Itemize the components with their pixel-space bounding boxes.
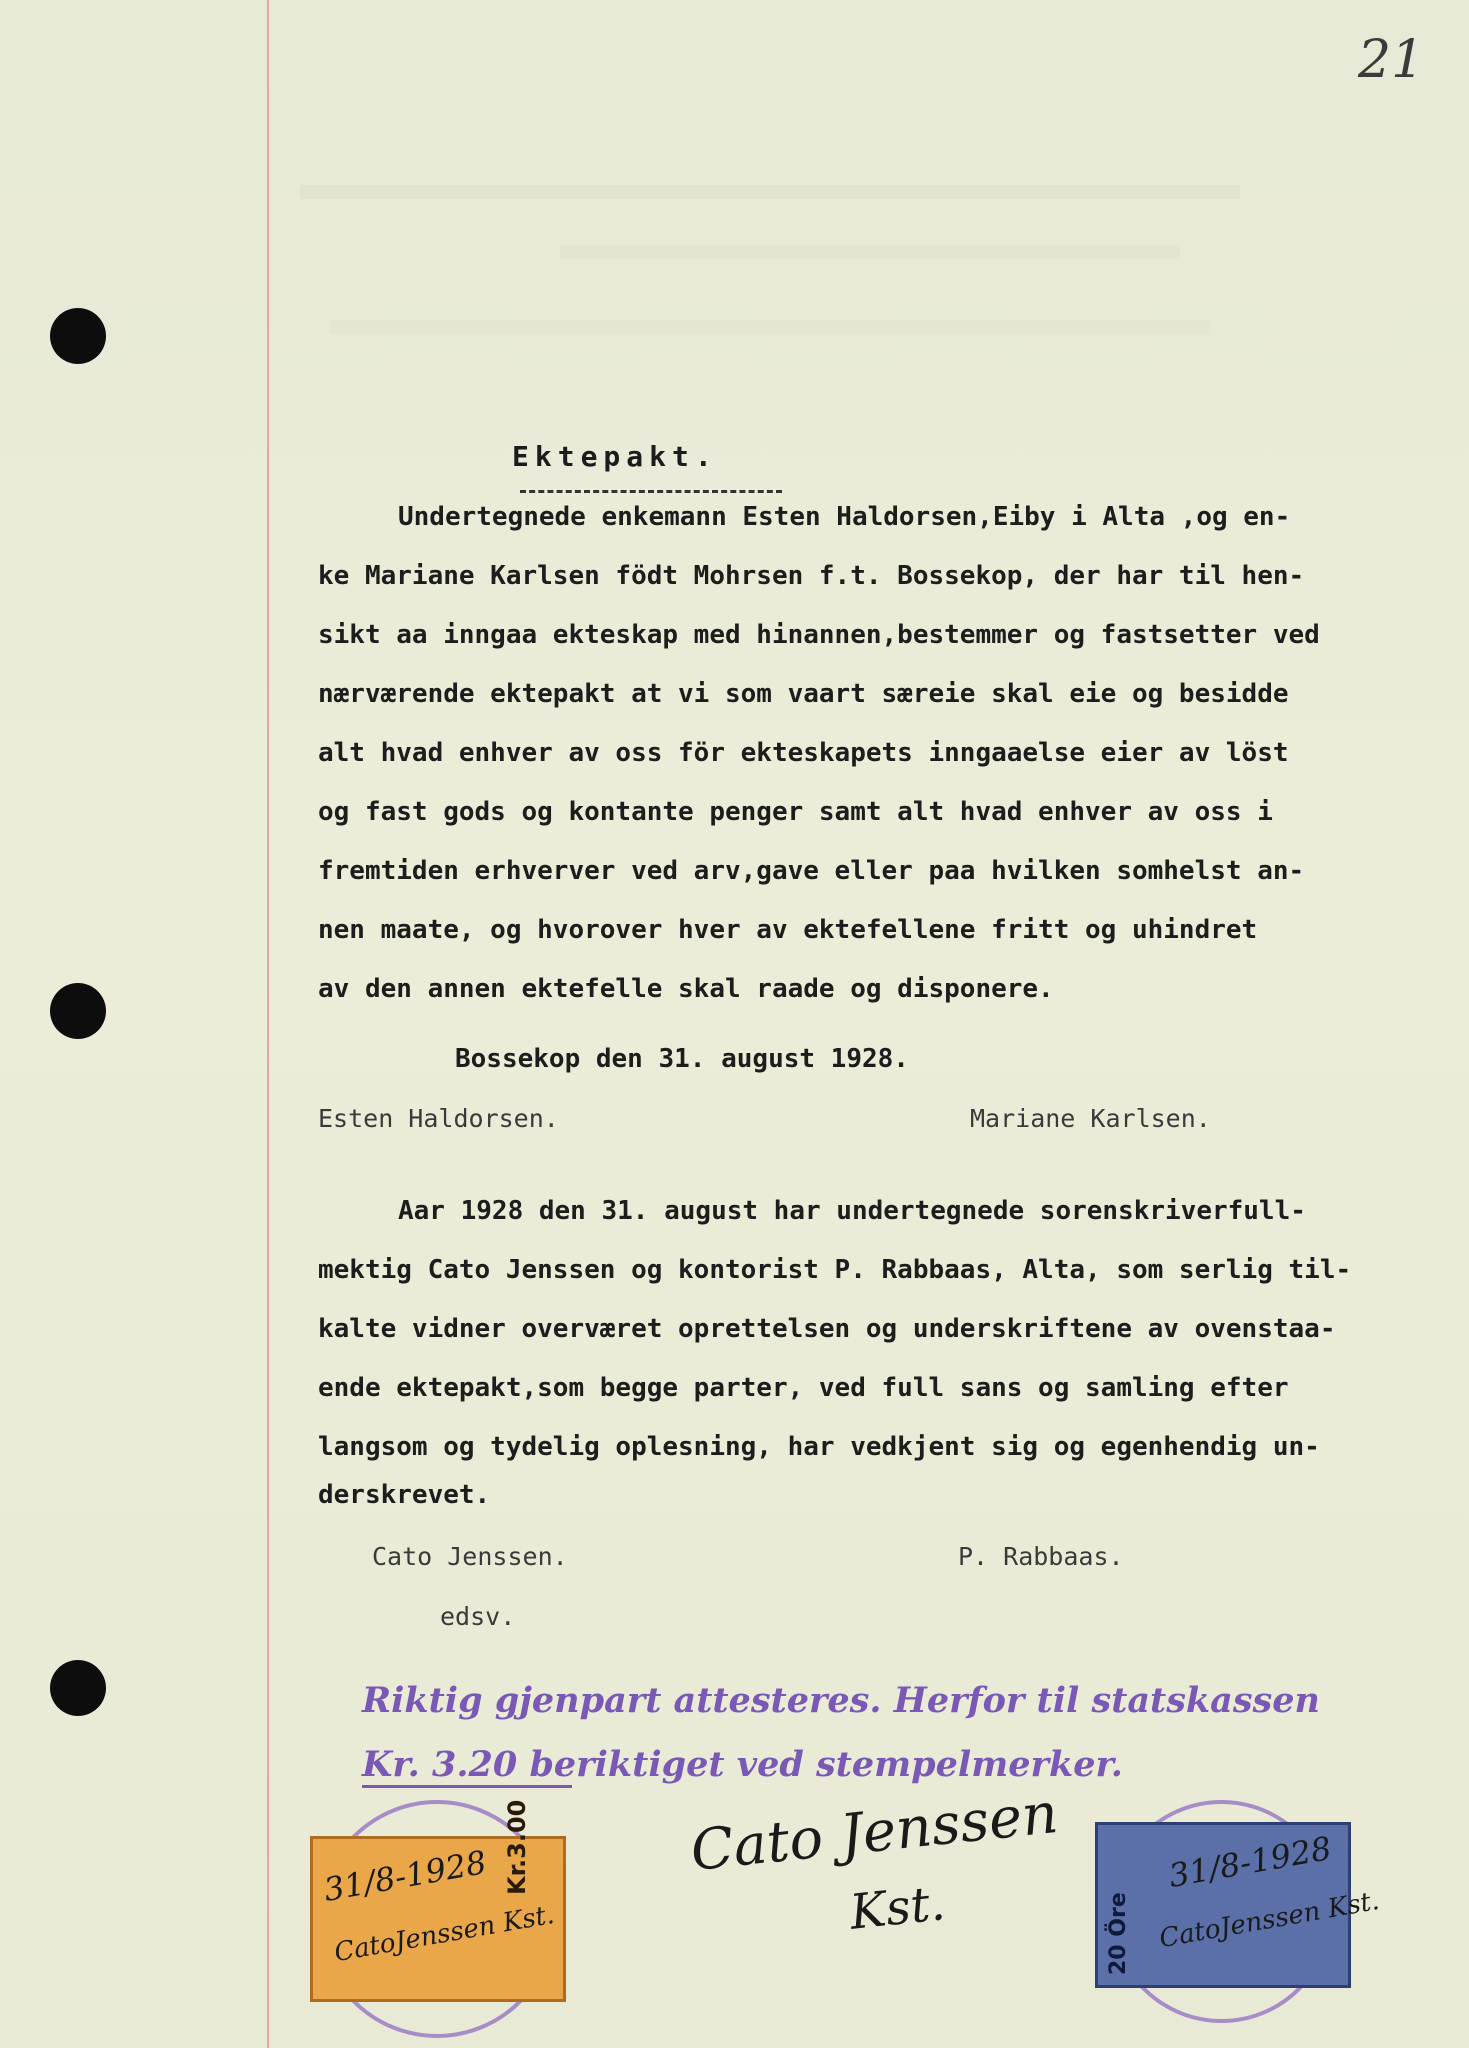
paragraph-1-line: nen maate, og hvorover hver av ektefellene fritt og uhindret [318,915,1258,945]
paragraph-2-line: Aar 1928 den 31. august har undertegnede sorenskriverfull- [398,1196,1306,1226]
show-through-band [560,245,1180,259]
revenue-stamp-date: 31/8-1928 [1165,1829,1335,1895]
revenue-stamp-initials: CatoJenssen Kst. [332,1899,557,1969]
handwritten-signature: Cato Jenssen [687,1780,1061,1885]
paragraph-1-line: sikt aa inngaa ekteskap med hinannen,bestemmer og fastsetter ved [318,620,1320,650]
handwritten-signature-title: Kst. [847,1875,948,1941]
revenue-stamp-orange [310,1799,566,2002]
paragraph-2-line: kalte vidner overværet oprettelsen og underskriftene av ovenstaa- [318,1314,1336,1344]
paragraph-1-line: og fast gods og kontante penger samt alt hvad enhver av oss i [318,797,1273,827]
punch-hole-bottom [50,1660,106,1716]
punch-hole-top [50,308,106,364]
place-date: Bossekop den 31. august 1928. [455,1044,909,1074]
party-signature-mariane: Mariane Karlsen. [970,1104,1211,1133]
title-underline [520,490,782,493]
paragraph-1-line: fremtiden erhverver ved arv,gave eller paa hvilken somhelst an- [318,856,1305,886]
revenue-stamp-value: 20 Öre [1106,1892,1131,1975]
revenue-stamp-value: Kr.3.00 [503,1799,531,1895]
paragraph-1-line: nærværende ektepakt at vi som vaart særeie skal eie og besidde [318,679,1289,709]
witness-cato-jenssen: Cato Jenssen. [372,1542,568,1571]
paragraph-1-line: alt hvad enhver av oss för ekteskapets inngaaelse eier av löst [318,738,1289,768]
attestation-stamp-line-1: Riktig gjenpart attesteres. Herfor til statskassen [362,1680,1320,1721]
paragraph-2-line: derskrevet. [318,1480,491,1510]
paragraph-2-line: langsom og tydelig oplesning, har vedkjent sig og egenhendig un- [318,1432,1320,1462]
margin-line [267,0,269,2048]
show-through-band [330,320,1210,334]
stamp-amount-underline [362,1785,572,1788]
revenue-stamp-date: 31/8-1928 [320,1843,490,1909]
witness-title: edsv. [440,1602,516,1631]
revenue-stamp-initials: CatoJenssen Kst. [1157,1885,1382,1955]
revenue-stamp-blue [1095,1822,1382,1988]
paragraph-1-line: Undertegnede enkemann Esten Haldorsen,Eiby i Alta ,og en- [398,502,1291,532]
paragraph-2-line: ende ektepakt,som begge parter, ved full sans og samling efter [318,1373,1289,1403]
punch-hole-middle [50,983,106,1039]
show-through-band [300,185,1240,199]
party-signature-esten: Esten Haldorsen. [318,1104,559,1133]
witness-p-rabbaas: P. Rabbaas. [958,1542,1124,1571]
document-title: Ektepakt. [512,440,718,473]
paragraph-1-line: av den annen ektefelle skal raade og disponere. [318,974,1054,1004]
attestation-stamp-line-2: Kr. 3.20 beriktiget ved stempelmerker. [362,1744,1123,1785]
paragraph-1-line: ke Mariane Karlsen födt Mohrsen f.t. Bossekop, der har til hen- [318,561,1305,591]
page-number: 21 [1358,30,1425,90]
paragraph-2-line: mektig Cato Jenssen og kontorist P. Rabbaas, Alta, som serlig til- [318,1255,1352,1285]
